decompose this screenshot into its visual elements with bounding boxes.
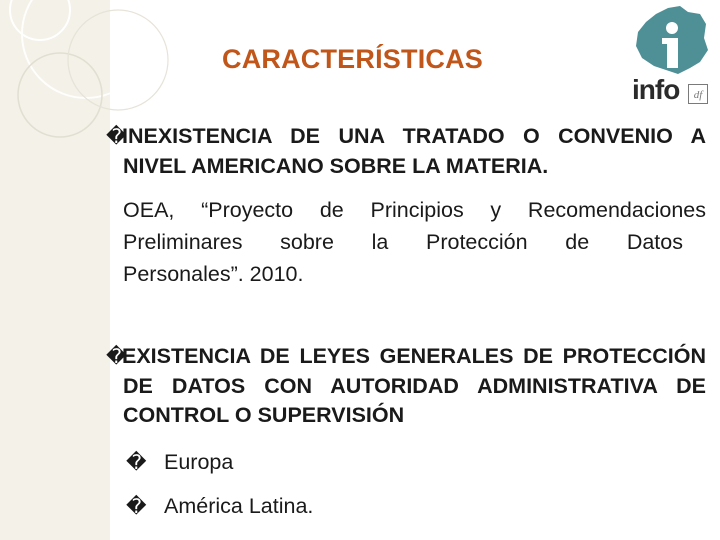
bullet-marker-icon: � bbox=[106, 126, 127, 148]
left-decorative-panel bbox=[0, 0, 110, 540]
slide-title: CARACTERÍSTICAS bbox=[222, 44, 484, 74]
bullet-1-heading-line2: NIVEL AMERICANO SOBRE LA MATERIA. bbox=[123, 154, 549, 178]
sub-item-america-latina bbox=[126, 494, 313, 519]
sub-bullet-icon: � bbox=[126, 496, 147, 518]
bullet-1-paragraph bbox=[123, 194, 706, 290]
bullet-point-2 bbox=[106, 342, 706, 430]
sub-item-label: Europa bbox=[164, 450, 234, 474]
bullet-1-heading bbox=[106, 122, 706, 152]
bullet-2-heading bbox=[106, 342, 706, 372]
paragraph-line-3: Personales”. 2010. bbox=[123, 262, 304, 286]
sub-item-europa bbox=[126, 450, 233, 475]
bullet-marker-icon: � bbox=[106, 346, 127, 368]
sub-bullet-icon: � bbox=[126, 452, 147, 474]
paragraph-line-2: Preliminares sobre la Protección de Datos bbox=[123, 230, 683, 254]
bullet-2-heading-line1: EXISTENCIA DE LEYES GENERALES DE PROTECCIÓN bbox=[122, 344, 706, 368]
paragraph-line-1: OEA, “Proyecto de Principios y Recomendaciones bbox=[123, 198, 706, 222]
logo-wordmark: info bbox=[632, 74, 680, 105]
bullet-point-1 bbox=[106, 122, 706, 181]
logo-suffix-box: df bbox=[688, 84, 708, 104]
bullet-1-heading-line1: INEXISTENCIA DE UNA TRATADO O CONVENIO A bbox=[122, 124, 706, 148]
bullet-2-heading-line2: DE DATOS CON AUTORIDAD ADMINISTRATIVA DE bbox=[123, 374, 706, 398]
sub-item-label: América Latina. bbox=[164, 494, 314, 518]
bullet-2-heading-line3: CONTROL O SUPERVISIÓN bbox=[123, 403, 405, 427]
